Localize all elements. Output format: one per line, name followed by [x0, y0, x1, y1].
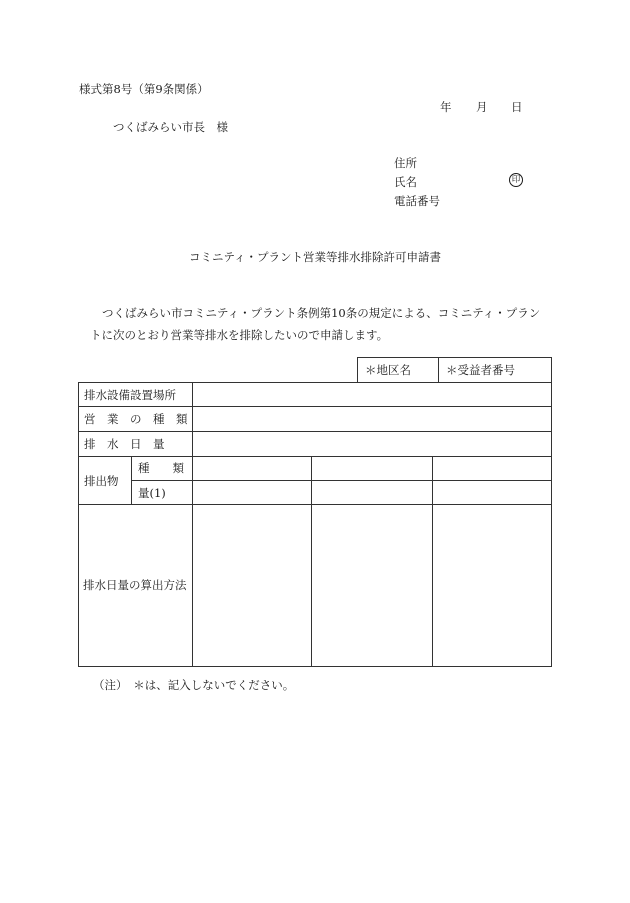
address-label: 住所: [394, 156, 417, 170]
body-text: つくばみらい市コミニティ・プラント条例第10条の規定による、コミニティ・プラントに次のとおり営業等排水を排除したいので申請します。: [90, 306, 541, 342]
location-row-label: 排水設備設置場所: [84, 388, 176, 402]
location-input-cell[interactable]: [193, 383, 551, 406]
discharge-row-label: 排出物: [84, 474, 119, 488]
date-year-label: 年: [440, 100, 452, 114]
amount-row-label: 量(1): [138, 486, 166, 500]
district-name-header: ＊地区名: [365, 363, 411, 377]
document-title: コミニティ・プラント営業等排水排除許可申請書: [188, 250, 442, 264]
daily-volume-input-cell[interactable]: [193, 432, 551, 456]
footnote: （注） ＊は、記入しないでください。: [93, 678, 295, 692]
date-day-label: 日: [511, 100, 523, 114]
spacer: [193, 667, 194, 668]
phone-label: 電話番号: [394, 194, 440, 208]
name-label: 氏名: [394, 175, 417, 189]
date-month-label: 月: [476, 100, 488, 114]
daily-volume-row-label: 排 水 日 量: [84, 437, 165, 451]
addressee: つくばみらい市長 様: [113, 120, 228, 134]
seal-mark: 印: [509, 173, 523, 187]
business-type-row-label: 営 業 の 種 類: [84, 412, 188, 426]
beneficiary-number-header: ＊受益者番号: [446, 363, 515, 377]
form-number: 様式第8号（第9条関係）: [79, 82, 209, 96]
calculation-method-row-label: 排水日量の算出方法: [83, 578, 187, 592]
kind-row-label: 種 類: [138, 461, 184, 475]
business-type-input-cell[interactable]: [193, 407, 551, 431]
